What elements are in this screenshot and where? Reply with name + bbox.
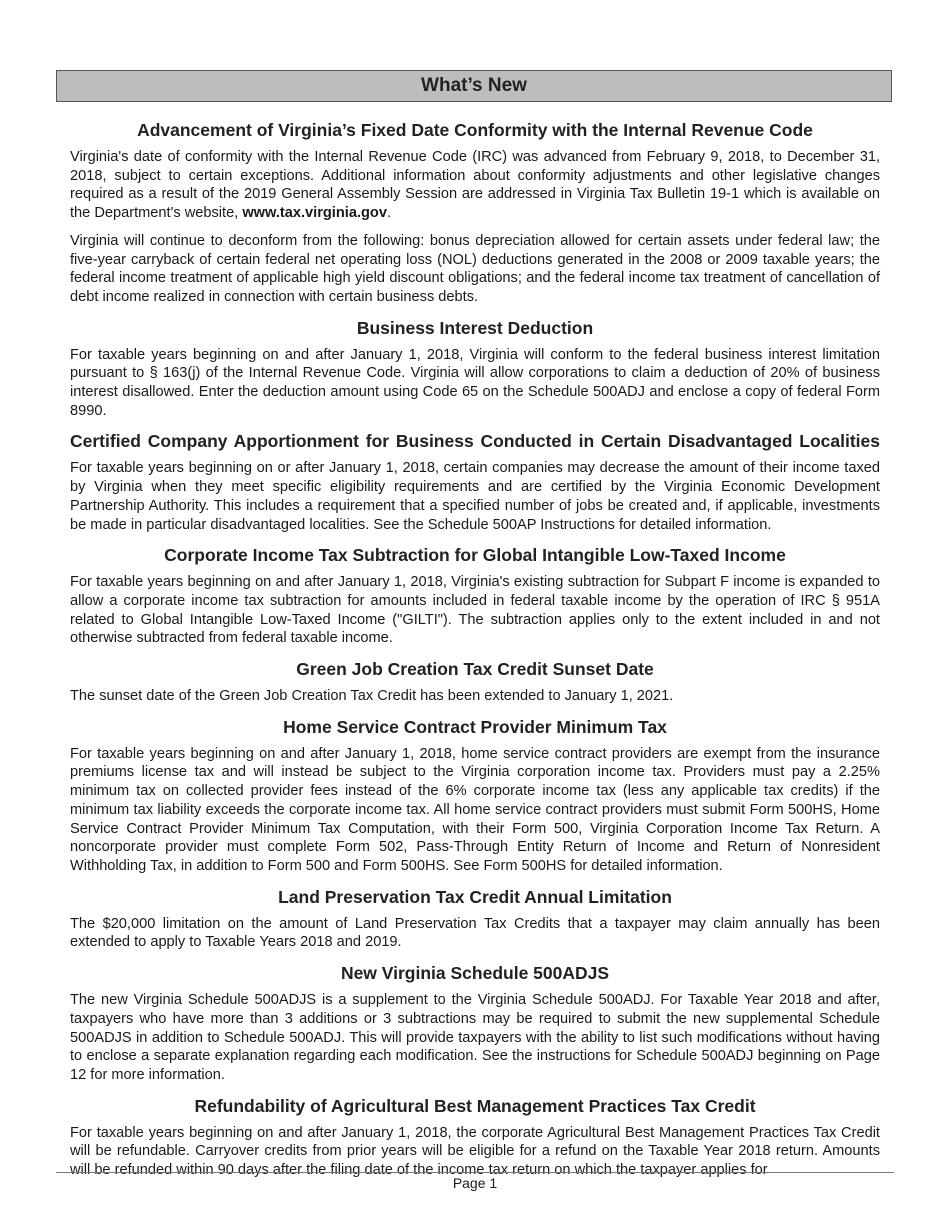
section-paragraph: The sunset date of the Green Job Creation Tax Credit has been extended to January 1, 2021. [70, 688, 674, 705]
section-agricultural-bmp-credit [70, 1094, 880, 1180]
section-title: Land Preservation Tax Credit Annual Limitation [278, 886, 672, 907]
footer-divider [56, 1172, 894, 1173]
section-title: Refundability of Agricultural Best Management Practices Tax Credit [194, 1095, 756, 1116]
section-land-preservation-credit [70, 885, 880, 952]
section-title: Home Service Contract Provider Minimum Tax [283, 716, 667, 737]
section-green-job-credit [70, 657, 880, 706]
section-paragraph: For taxable years beginning on and after January 1, 2018, the corporate Agricultural Best Management Practices Tax Credit will be refundable. Carryover credits from prior years will be eligible for a refund on the Taxable Year 2018 return. Amounts will be refunded within 90 days after the filing date of the income tax return on which the taxpayer applies for [70, 1124, 880, 1179]
section-paragraph [70, 148, 880, 223]
section-title: Green Job Creation Tax Credit Sunset Date [296, 659, 654, 680]
section-title: Business Interest Deduction [356, 317, 594, 338]
section-schedule-500adjs [70, 961, 880, 1085]
section-paragraph: For taxable years beginning on or after January 1, 2018, certain companies may decrease the amount of their income taxed by Virginia when they meet specific eligibility requirements and are certified by the Virginia Economic Development Partnership Authority. This includes a requirement that a specified number of jobs be created and, if applicable, investments be made in particular disadvantaged localities. See the Schedule 500AP Instructions for detailed information. [70, 460, 880, 533]
section-title: Advancement of Virginia’s Fixed Date Conformity with the Internal Revenue Code [137, 120, 813, 140]
section-paragraph: For taxable years beginning on and after January 1, 2018, Virginia will conform to the federal business interest limitation pursuant to § 163(j) of the Internal Revenue Code. Virginia will allow corporations to claim a deduction of 20% of business interest disallowed. Enter the deduction amount using Code 65 on the Schedule 500ADJ and enclose a copy of federal Form 8990. [70, 346, 880, 419]
section-business-interest-deduction [70, 316, 880, 421]
section-home-service-contract [70, 715, 880, 876]
section-gilti-subtraction [70, 543, 880, 648]
section-paragraph: The $20,000 limitation on the amount of Land Preservation Tax Credits that a taxpayer may claim annually has been extended to apply to Taxable Years 2018 and 2019. [70, 915, 880, 951]
section-paragraph: Virginia will continue to deconform from the following: bonus depreciation allowed for certain assets under federal law; the five-year carryback of certain federal net operating loss (NOL) deductions generated in the 2008 or 2009 taxable years; the federal income treatment of applicable high yield discount obligations; and the federal income tax treatment of cancellation of debt income realized in connection with certain business debts. [70, 232, 880, 305]
section-paragraph: For taxable years beginning on and after January 1, 2018, home service contract providers are exempt from the insurance premiums license tax and will instead be subject to the Virginia corporation income tax. Providers must pay a 2.25% minimum tax on collected provider fees instead of the 6% corporate income tax (less any applicable tax credits) if the minimum tax liability exceeds the corporate income tax. All home service contract providers must submit Form 500HS, Home Service Contract Provider Minimum Tax Computation, with their Form 500, Virginia Corporation Income Tax Return. A noncorporate provider must complete Form 502, Pass-Through Entity Return of Income and Return of Nonresident Withholding Tax, in addition to Form 500 and Form 500HS. See Form 500HS for detailed information. [70, 745, 880, 874]
paragraph-text: Virginia's date of conformity with the Internal Revenue Code (IRC) was advanced from February 9, 2018, to December 31, 2018, subject to certain exceptions. Additional information about conformity adjustments and other legislative changes required as a result of the 2019 General Assembly Session are addressed in Virginia Tax Bulletin 19-1 which is available on the Department's website, [70, 149, 880, 222]
paragraph-text-end: . [386, 205, 392, 222]
section-fixed-date-conformity [70, 118, 880, 307]
website-link[interactable]: www.tax.virginia.gov [242, 205, 387, 222]
section-paragraph: The new Virginia Schedule 500ADJS is a supplement to the Virginia Schedule 500ADJ. For Taxable Year 2018 and after, taxpayers who have more than 3 additions or 3 subtractions may be required to submit the new supplemental Schedule 500ADJS in addition to Schedule 500ADJ. This will provide taxpayers with the ability to list such modifications without having to enclose a separate explanation regarding each modification. See the instructions for Schedule 500ADJ beginning on Page 12 for more information. [70, 992, 880, 1083]
document-body [70, 118, 880, 1189]
section-title: Corporate Income Tax Subtraction for Global Intangible Low-Taxed Income [164, 545, 786, 566]
section-certified-company-apportionment [70, 429, 880, 534]
section-title: New Virginia Schedule 500ADJS [340, 963, 610, 984]
section-title: Certified Company Apportionment for Business Conducted in Certain Disadvantaged Localities [70, 431, 880, 452]
section-paragraph: For taxable years beginning on and after January 1, 2018, Virginia's existing subtraction for Subpart F income is expanded to allow a corporate income tax subtraction for amounts included in federal taxable income by the operation of IRC § 951A related to Global Intangible Low-Taxed Income ("GILTI"). The subtraction applies only to the extent included in and not otherwise subtracted from federal taxable income. [70, 574, 880, 647]
whats-new-banner: What’s New [56, 70, 892, 102]
page-number: Page 1 [452, 1175, 498, 1191]
